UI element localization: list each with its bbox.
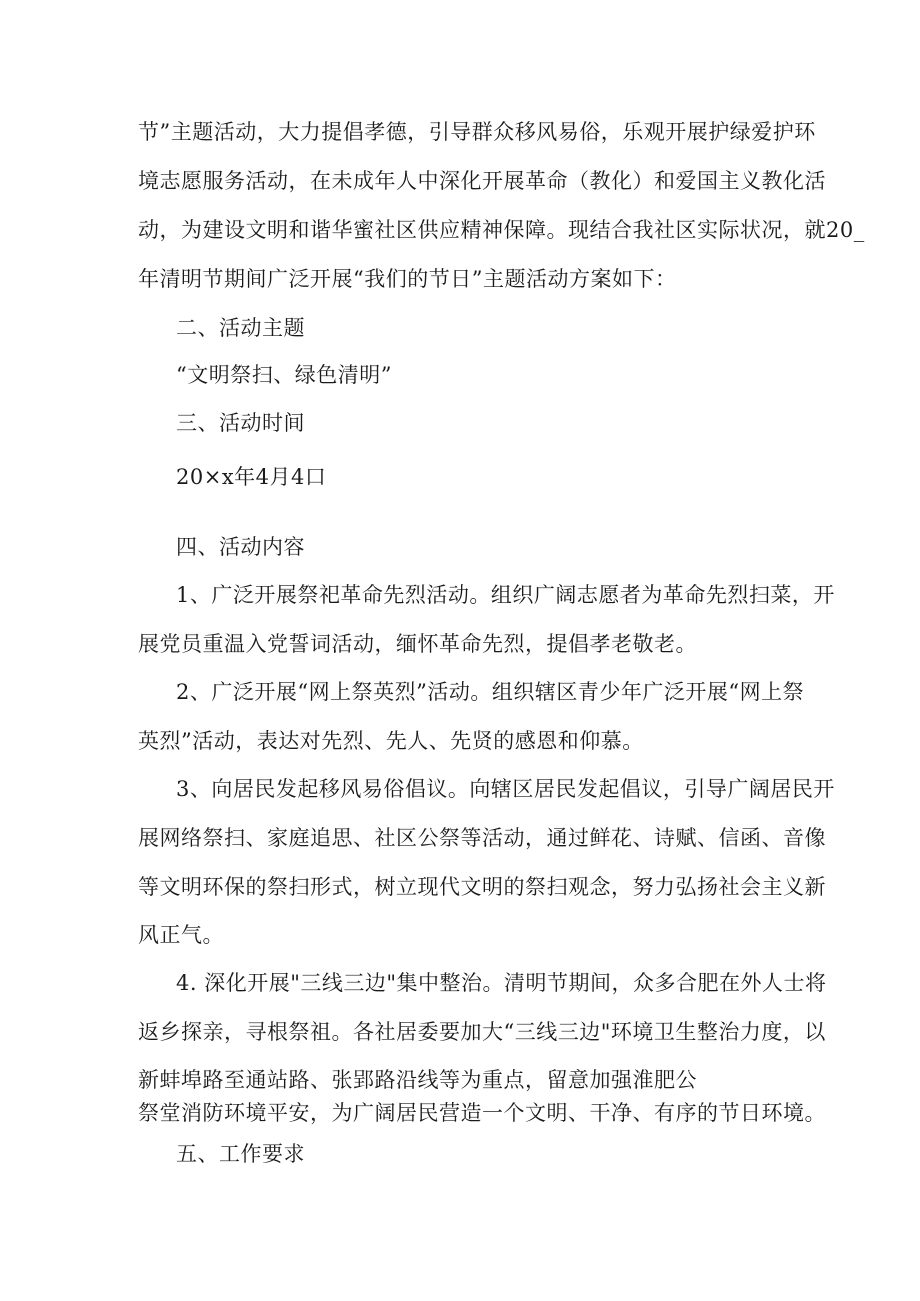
paragraph-line: 4. 深化开展"三线三边"集中整治。清明节期间，众多合肥在外人士将 <box>176 971 827 995</box>
section-heading-theme: 二、活动主题 <box>176 316 305 340</box>
section-heading-requirements: 五、工作要求 <box>176 1142 305 1166</box>
paragraph-line: 动，为建设文明和谐华蜜社区供应精神保障。现结合我社区实际状况，就20_ <box>138 218 865 242</box>
paragraph-line: 风正气。 <box>138 923 224 947</box>
paragraph-line: 返乡探亲，寻根祭祖。各社居委要加大“三线三边"环境卫生整治力度，以 <box>138 1020 826 1044</box>
paragraph-line: 节”主题活动，大力提倡孝德，引导群众移风易俗，乐观开展护绿爱护环 <box>138 120 816 144</box>
paragraph-line: 祭堂消防环境平安，为广阔居民营造一个文明、干净、有序的节日环境。 <box>138 1101 826 1125</box>
section-heading-content: 四、活动内容 <box>176 535 305 559</box>
paragraph-line: 境志愿服务活动，在未成年人中深化开展革命（教化）和爱国主义教化活 <box>138 169 826 193</box>
paragraph-line: 3、向居民发起移风易俗倡议。向辖区居民发起倡议，引导广阔居民开 <box>176 777 835 801</box>
paragraph-line: 年清明节期间广泛开展“我们的节日”主题活动方案如下： <box>138 267 677 291</box>
paragraph-line: 2、广泛开展“网上祭英烈”活动。组织辖区青少年广泛开展“网上祭 <box>176 680 805 704</box>
paragraph-line: 展党员重温入党誓词活动，缅怀革命先烈，提倡孝老敬老。 <box>138 632 697 656</box>
paragraph-line: 等文明环保的祭扫形式，树立现代文明的祭扫观念，努力弘扬社会主义新 <box>138 875 826 899</box>
paragraph-line: 英烈”活动，表达对先烈、先人、先贤的感恩和仰慕。 <box>138 729 644 753</box>
activity-date: 20×x年4月4口 <box>176 465 327 489</box>
paragraph-line: 新蚌埠路至通站路、张郢路沿线等为重点，留意加强淮肥公 <box>138 1068 697 1092</box>
paragraph-line: 1、广泛开展祭祀革命先烈活动。组织广阔志愿者为革命先烈扫菜，开 <box>176 583 835 607</box>
paragraph-line: 展网络祭扫、家庭追思、社区公祭等活动，通过鲜花、诗赋、信函、音像 <box>138 826 826 850</box>
section-heading-time: 三、活动时间 <box>176 411 305 435</box>
theme-slogan: “文明祭扫、绿色清明” <box>176 363 392 387</box>
